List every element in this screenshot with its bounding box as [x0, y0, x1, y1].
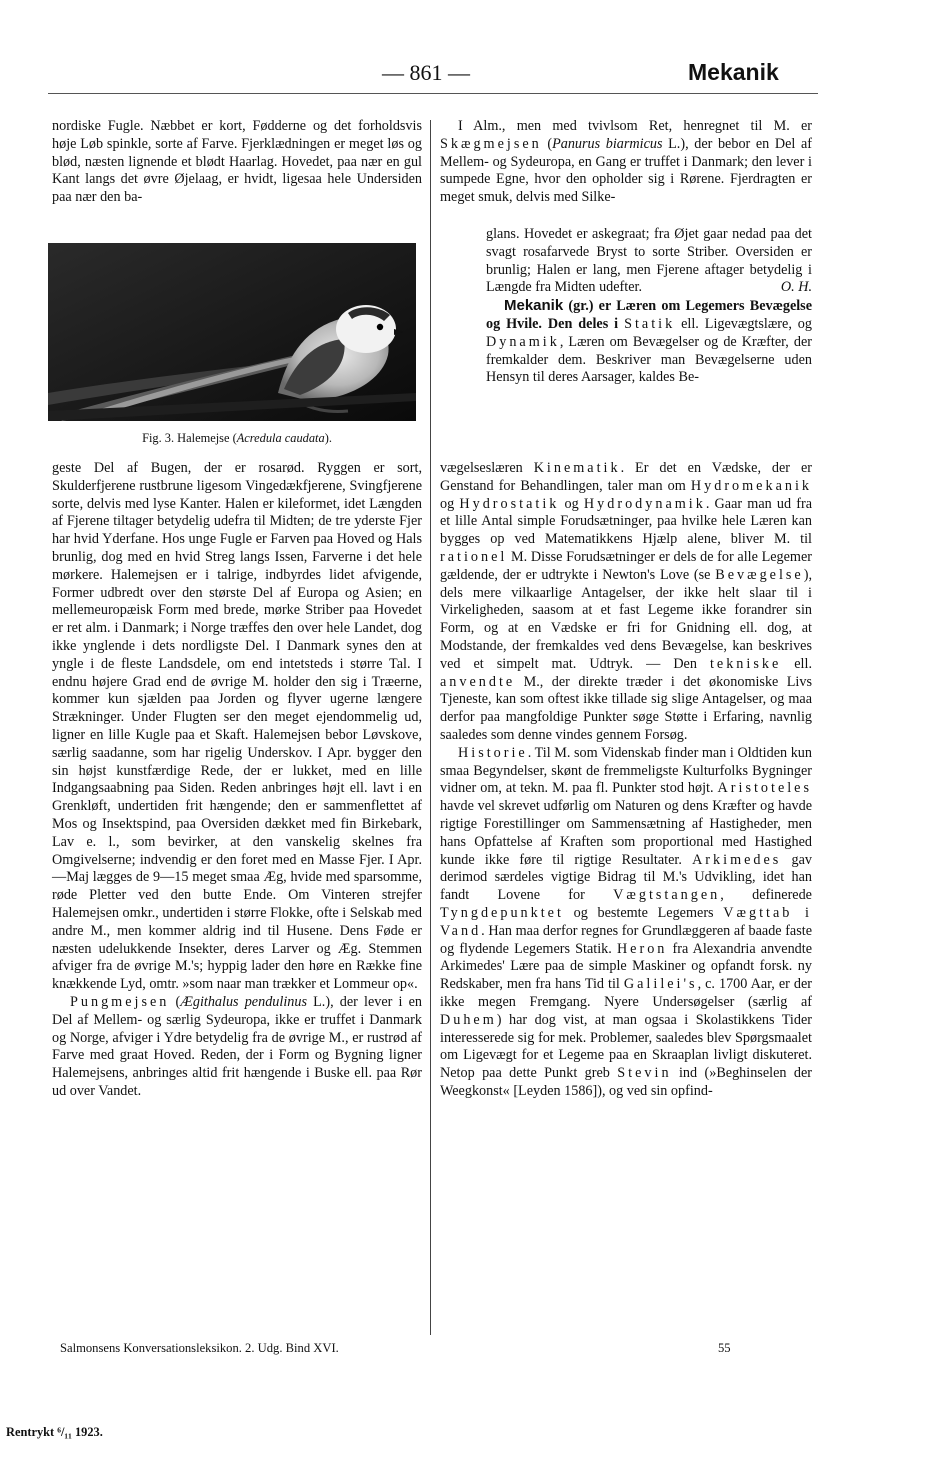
mek-g: . Gaar man ud fra et lille Antal simple Forudsætninger, paa hvilke hele Læren kan bygges op ved Matematikkens Hjælp alene, bliver M. til [440, 495, 813, 548]
mek-e: . Er det en Vædske, der er Genstand for Behandlingen, taler man om [440, 460, 812, 494]
term-aristoteles: Aristoteles [717, 780, 812, 797]
term-tyngdepunktet: Tyngdepunktet [440, 904, 564, 921]
hist-f: . Han maa derfor regnes for Grundlæggeren af baade faste og flydende Legemers Statik. [440, 922, 812, 957]
page-number: — 861 — [382, 60, 470, 85]
skaeg-pre: I Alm., men med tvivlsom Ret, henregnet til M. er [458, 118, 812, 134]
term-vaegttab: Vægttab i Vand [440, 904, 812, 939]
skaeg-latin: Panurus biarmicus [552, 135, 663, 152]
paragraph-skaeg-cont [486, 226, 812, 297]
term-dynamik: Dynamik [486, 333, 560, 350]
header-rule [48, 93, 818, 94]
left-column-intro [52, 118, 422, 207]
running-head: Mekanik [688, 59, 779, 85]
term-tekniske: tekniske [709, 655, 782, 672]
right-column-narrow [486, 226, 812, 387]
caption-latin: Acredula caudata [236, 431, 325, 445]
footer-signature: 55 [718, 1341, 731, 1355]
term-rationel: rationel [440, 548, 508, 565]
caption-prefix: Fig. 3. Halemejse ( [142, 431, 237, 445]
column-divider [430, 120, 431, 1335]
hist-c: gav derimod særdeles vigtige Bidrag til M.'s Udvikling, idet han fandt Lovene for [440, 851, 812, 904]
paragraph-pungmejse [52, 994, 422, 1101]
mek-f: og [440, 495, 460, 512]
entry-headword-mekanik: Mekanik [504, 297, 564, 315]
mek-k: M., der direkte træder i det økonomiske Livs Tjeneste, kan som oftest ikke tillade sig slige Antagelser, og maa derfor paa mangfoldige Punkter søge Støtte i Erfaring, navnlig saaledes som denne vindes gennem Forsøg. [440, 673, 812, 743]
hist-b: havde vel skrevet udførlig om Naturen og dens Kræfter og havde rigtige Forestillinger om Sammensætning af Hastigheder, men hans Opfattelse af Kraften som proportional med Hastighed kunde ikke føre til rigtige Resultater. [440, 798, 812, 868]
skaeg-cont: glans. Hovedet er askegraat; fra Øjet gaar nedad paa det svagt rosafarvede Bryst to sorte Striber. Oversiden er brunlig; Halen er lang, men Fjerene aftager betydelig i Længde fra Midten udefter. [486, 226, 812, 296]
term-hydrostatik: Hydrostatik [459, 495, 560, 512]
hist-e: og bestemte Legemers [563, 904, 724, 921]
term-heron: Heron [616, 940, 668, 957]
term-hydrodynamik: Hydrodynamik [583, 495, 706, 512]
skaeg-paren: ( [541, 135, 553, 152]
paragraph-skaegmejse [440, 118, 812, 207]
pung-latin: Ægithalus pendulinus [180, 993, 307, 1010]
hist-h: , c. 1700 Aar, er der ikke megen Fremgang. Nyere Undersøgelser (særlig af [440, 976, 813, 1010]
hist-a: . Til M. som Videnskab finder man i Oldtiden kun smaa Begyndelser, skønt de fremmeligste Kulturfolks Bygninger vidner om, at tekn. M. paa fl. Punkter stod højt. [440, 744, 812, 797]
reprint-note: Rentrykt ⁶/₁₁ 1923. [6, 1425, 103, 1439]
paragraph-intro: nordiske Fugle. Næbbet er kort, Fødderne og det forholdsvis høje Løb spinkle, sorte af Farve. Fjerklædningen er meget løs og blød, næsten lignende et blødt Haarlag. Hovedet, paa nær en gul Kant langs det øvre Øjelaag, er hvidt, ligesaa hele Undersiden paa nær den ba- [52, 118, 422, 206]
term-kinematik: Kinematik [533, 460, 621, 476]
hist-d: , definerede [720, 887, 812, 904]
term-historie: Historie [458, 744, 528, 761]
term-pungmejsen: Pungmejsen [70, 993, 170, 1010]
figure-caption [52, 431, 422, 446]
term-arkimedes: Arkimedes [692, 851, 782, 868]
figure-halemejse [48, 243, 416, 421]
pung-paren: ( [169, 993, 181, 1010]
term-statik: Statik [624, 315, 676, 332]
right-column-top [440, 118, 812, 207]
term-anvendte: anvendte [440, 673, 516, 690]
mek-b: ell. Ligevægtslære, og [675, 315, 812, 332]
long-tailed-tit-photo-icon [48, 243, 416, 421]
mek-j: ell. [781, 655, 812, 672]
mek-i: ), dels mere vilkaarlige Antagelser, der ikke helt slaar til i Virkeligheden, saasom at et fast Legeme ikke forandrer sin Form, og at en Vædske er fri for Gnidning ell. dog, at Modstande, der fremkaldes ved dens Bevægelse, kan beskrives ved et simpelt mat. Udtryk. — Den [440, 566, 812, 672]
hist-j: ind (»Beghinselen der Weegkonst« [Leyden 1586]), og ved sin opfind- [440, 1065, 812, 1099]
skaeg-text: L.), der bebor en Del af Mellem- og Sydeuropa, en Gang er truffet i Danmark; den lever i sumpede Egne, hvor den opholder sig i Rørene. Fjerdragten er meget smuk, delvis med Silke- [440, 135, 812, 206]
hist-i: ) har dog vist, at man ogsaa i Skolastikkens Tider interesserede sig for mek. Problemer, saaledes blev Spørgsmaalet om Ligevægt for et Legeme paa en Skraaplan livligt diskuteret. Netop paa dette Punkt greb [440, 1011, 812, 1082]
term-skaegmejsen: Skægmejsen [440, 135, 542, 152]
caption-suffix: ). [324, 431, 332, 445]
paragraph-historie [440, 745, 812, 1101]
paragraph-mekanik [440, 460, 812, 745]
left-column-body [52, 460, 422, 1101]
term-vaegtstangen: Vægtstangen [613, 887, 721, 904]
footer-publication: Salmonsens Konversationsleksikon. 2. Udg. Bind XVI. [60, 1341, 339, 1355]
author-signature: O. H. [780, 279, 812, 296]
mek-c: , Læren om Bevægelser og de Kræfter, der fremkalder dem. Beskriver man Bevægelserne uden Hensyn til deres Aarsager, kaldes Be- [486, 333, 812, 386]
hist-g: fra Alexandria anvendte Arkimedes' Lære paa de simple Maskiner og opfandt forsk. ny Redskaber, men fra hans Tid til [440, 940, 812, 993]
right-column-body [440, 460, 812, 1101]
mek-og: og [559, 495, 584, 512]
mek-h: M. Disse Forudsætninger er dels de for alle Legemer gældende, der er udtrykte i Newton's Love (se [440, 548, 812, 583]
pung-text: L.), der lever i en Del af Mellem- og særlig Sydeuropa, ikke er truffet i Danmark og Norge, afviger i Ydre betydelig fra de øvrige M., er rustrød af Farve med graat Hoved. Reden, der i Form og Bygning ligner Halemejsens, anbringes altid frit hængende i Buske ell. paa Rør ud over Vandet. [52, 993, 422, 1099]
term-bevaegelse: Bevægelse [715, 566, 804, 583]
mek-a: (gr.) er Læren om Legemers Bevægelse og Hvile. Den deles i [486, 298, 812, 332]
mek-d: vægelseslæren [440, 460, 534, 476]
term-duhem: Duhem [440, 1011, 497, 1028]
paragraph-halemejse: geste Del af Bugen, der er rosarød. Ryggen er sort, Skulderfjerene rustbrune ligesom Vingedækfjerene, Svingfjerene sorte, delvis med lyse Kanter. Halen er kileformet, idet Længden af Fjerene tiltager betydelig udefra til Midten; de tre yderste Fjer har hvid Yderfane. Hos unge Fugle er Farven paa Hoved og Hals brunlig, dog med en hvid Streg langs Issen, Farverne i det hele mørkere. Halemejsen er i talrige, indbyrdes lidet afvigende, Former udbredt over den største Del af Europa og Asien; en mellemeuropæisk Form med brede, mørke Striber paa Hovedet er ret alm. i Danmark; i Norge træffes den over hele Landet, dog ikke ynglende i dets nordligste Del. I Danmark synes den at yngle i de fleste Landsdele, om end intetsteds i større Tal. I endnu højere Grad end de øvrige M. holder den sig i Træerne, kommer kun sjælden paa Jorden og flyver ugerne længere Strækninger. Under Flugten ser den meget ejendommelig ud, ligner en lille Kugle paa et Skaft. Halemejsen bebor Løvskove, særlig saadanne, som har rigelig Underskov. I Apr. bygger den sin højst kunstfærdige Rede, der er lukket, med en lille Indgangsaabning paa Siden. Reden anbringes højt ell. lavt i en Grenkløft, undertiden frit hængende; den er sammenflettet af Mos og Insektspind, paa Oversiden dækket med fin Birkebark, Lav e. l., som bevirker, at den vanskelig skelnes fra Omgivelserne; indvendig er den foret med en Masse Fjer. I Apr.—Maj lægges de 9—15 meget smaa Æg, hvide med sparsomme, røde Pletter ved den butte Ende. Om Vinteren strejfer Halemejsen omkr., undertiden i større Flokke, ofte i Selskab med andre M., men kommer aldrig ind til Husene. Dens Føde er næsten udelukkende Insekter, deres Larver og Æg. Stemmen afviger fra de øvrige M.'s; hyppig lader den høre en Række fine knækkende Lyd, omtr. »som naar man trækker et Lommeur op«. [52, 460, 422, 993]
paragraph-mekanik-start [486, 297, 812, 387]
term-hydromekanik: Hydromekanik [690, 477, 812, 494]
term-galilei: Galilei's [623, 976, 698, 993]
term-stevin: Stevin [617, 1065, 672, 1082]
